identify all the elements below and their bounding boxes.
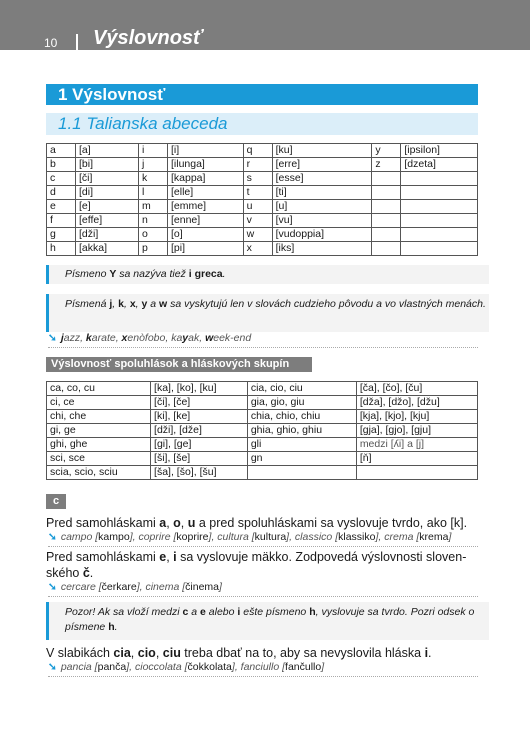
table-row (47, 144, 478, 158)
table-row (47, 228, 478, 242)
section-title: 1.1 Talianska abeceda (58, 114, 228, 133)
example-word: classico (294, 531, 333, 543)
letter-group: ghi, ghe (47, 438, 151, 452)
page-number: 10 (44, 36, 58, 50)
alphabet-pronunciation: [vu] (272, 214, 372, 228)
group-pronunciation: [gja], [gjo], [gju] (356, 424, 477, 438)
letter-group: gn (247, 452, 356, 466)
alphabet-pronunciation: [emme] (167, 200, 243, 214)
group-pronunciation: [ši], [še] (151, 452, 248, 466)
example-pronunciation: fančullo (285, 661, 322, 673)
header-separator (76, 34, 78, 51)
group-pronunciation: [kja], [kjo], [kju] (356, 410, 477, 424)
example-text: , (80, 332, 86, 344)
alphabet-pronunciation: [bi] (76, 158, 139, 172)
group-pronunciation: [ša], [šo], [šu] (151, 466, 248, 480)
example-pronunciation: kultura (254, 531, 287, 543)
consonant-groups-table (46, 381, 478, 480)
alphabet-letter: o (138, 228, 167, 242)
alphabet-letter: w (243, 228, 272, 242)
example-pronunciation: kampo (98, 531, 130, 543)
alphabet-letter (372, 228, 401, 242)
alphabet-letter: v (243, 214, 272, 228)
alphabet-letter (372, 214, 401, 228)
group-pronunciation (356, 466, 477, 480)
running-title: Výslovnosť (93, 27, 203, 49)
letter-group: ghia, ghio, ghiu (247, 424, 356, 438)
alphabet-pronunciation: [dzeta] (401, 158, 478, 172)
letter-group: chia, chio, chiu (247, 410, 356, 424)
alphabet-letter: z (372, 158, 401, 172)
alphabet-letter: b (47, 158, 76, 172)
alphabet-pronunciation: [ti] (272, 186, 372, 200)
table-row (47, 186, 478, 200)
paragraph-c-soft: Pred samohláskami e, i sa vyslovuje mäkko. Zodpovedá výslovnosti sloven-ského č. (46, 550, 467, 580)
alphabet-letter: p (138, 242, 167, 256)
table-row (47, 158, 478, 172)
example-word: cinema (145, 581, 180, 593)
alphabet-pronunciation: [akka] (76, 242, 139, 256)
example-word: crema (384, 531, 414, 543)
group-pronunciation: [ča], [čo], [ču] (356, 382, 477, 396)
table-row (47, 410, 478, 424)
table-row (47, 424, 478, 438)
alphabet-letter: i (138, 144, 167, 158)
table-row (47, 396, 478, 410)
letter-group: gi, ge (47, 424, 151, 438)
alphabet-pronunciation: [či] (76, 172, 139, 186)
example-text: , ka (165, 332, 183, 344)
group-pronunciation: [dži], [dže] (151, 424, 248, 438)
alphabet-pronunciation: [o] (167, 228, 243, 242)
arrow-icon: ➘ (48, 531, 57, 543)
table-row (47, 438, 478, 452)
alphabet-pronunciation: [a] (76, 144, 139, 158)
group-pronunciation: [gi], [ge] (151, 438, 248, 452)
letter-group: gia, gio, giu (247, 396, 356, 410)
letter-group (247, 466, 356, 480)
example-text: ak (188, 332, 200, 344)
group-pronunciation: [ki], [ke] (151, 410, 248, 424)
example-letter: w (205, 332, 214, 344)
example-pronunciation: panča (97, 661, 127, 673)
alphabet-pronunciation (401, 186, 478, 200)
note-foreign-letters: Písmená j, k, x, y a w sa vyskytujú len v slovách cudzieho pôvodu a vo vlastných menách. (46, 294, 489, 332)
paragraph-cia-cio-ciu: V slabikách cia, cio, ciu treba dbať na to, aby sa nevyslovila hláska i. (46, 646, 432, 660)
example-pronunciation: čerkare (101, 581, 137, 593)
example-text: enòfobo (127, 332, 166, 344)
alphabet-letter: m (138, 200, 167, 214)
alphabet-letter: t (243, 186, 272, 200)
example-text: arate (91, 332, 116, 344)
alphabet-pronunciation: [erre] (272, 158, 372, 172)
alphabet-pronunciation: [ku] (272, 144, 372, 158)
alphabet-letter: d (47, 186, 76, 200)
letter-group: sci, sce (47, 452, 151, 466)
page-header-bar (0, 0, 530, 50)
example-letter: x (121, 332, 128, 344)
alphabet-letter (372, 200, 401, 214)
note-y-greca: Písmeno Y sa nazýva tiež i greca. (46, 265, 489, 284)
table-row (47, 200, 478, 214)
group-pronunciation: [ka], [ko], [ku] (151, 382, 248, 396)
alphabet-letter: f (47, 214, 76, 228)
alphabet-letter: r (243, 158, 272, 172)
letter-group: ci, ce (47, 396, 151, 410)
alphabet-letter: x (243, 242, 272, 256)
alphabet-letter: c (47, 172, 76, 186)
alphabet-letter (372, 242, 401, 256)
alphabet-pronunciation: [dži] (76, 228, 139, 242)
letter-group: ca, co, cu (47, 382, 151, 396)
alphabet-letter: y (372, 144, 401, 158)
alphabet-pronunciation: [esse] (272, 172, 372, 186)
example-word: cercare (60, 581, 96, 593)
alphabet-table (46, 143, 478, 256)
table-row (47, 172, 478, 186)
example-pronunciation: krema (419, 531, 449, 543)
example-text: , (199, 332, 206, 344)
example-word: pancia (60, 661, 92, 673)
example-cia-cio-ciu: ➘ pancia [panča], cioccolata [čokkolata], fanciullo [fančullo] (48, 661, 478, 677)
example-text: eek-end (213, 332, 252, 344)
example-word: cioccolata (134, 661, 182, 673)
alphabet-pronunciation: [effe] (76, 214, 139, 228)
alphabet-letter: a (47, 144, 76, 158)
letter-group: chi, che (47, 410, 151, 424)
table-row (47, 214, 478, 228)
chapter-title: 1 Výslovnosť (58, 85, 166, 104)
table-row (47, 382, 478, 396)
alphabet-pronunciation: [di] (76, 186, 139, 200)
example-word: cultura (217, 531, 249, 543)
arrow-icon: ➘ (48, 661, 57, 673)
example-c-soft: ➘ cercare [čerkare], cinema [činema] (48, 581, 478, 597)
alphabet-pronunciation: [pi] (167, 242, 243, 256)
alphabet-pronunciation (401, 214, 478, 228)
example-pronunciation: klassiko (338, 531, 376, 543)
paragraph-c-hard: Pred samohláskami a, o, u a pred spoluhláskami sa vyslovuje tvrdo, ako [k]. (46, 516, 468, 530)
example-foreign-words (48, 332, 478, 348)
example-word: campo (60, 531, 93, 543)
alphabet-pronunciation (401, 242, 478, 256)
alphabet-pronunciation: [enne] (167, 214, 243, 228)
alphabet-pronunciation: [iks] (272, 242, 372, 256)
example-letter: j (60, 332, 64, 344)
table-row (47, 242, 478, 256)
alphabet-pronunciation: [ipsilon] (401, 144, 478, 158)
note-ch-hard: Pozor! Ak sa vloží medzi c a e alebo i ešte písmeno h, vyslovuje sa tvrdo. Pozri odsek o písmene h. (46, 602, 489, 640)
alphabet-pronunciation: [i] (167, 144, 243, 158)
alphabet-pronunciation: [ilunga] (167, 158, 243, 172)
alphabet-pronunciation: [kappa] (167, 172, 243, 186)
alphabet-pronunciation: [u] (272, 200, 372, 214)
example-word: coprire (138, 531, 171, 543)
group-pronunciation: [či], [če] (151, 396, 248, 410)
alphabet-letter (372, 186, 401, 200)
alphabet-pronunciation: [elle] (167, 186, 243, 200)
alphabet-letter (372, 172, 401, 186)
alphabet-pronunciation: [vudoppia] (272, 228, 372, 242)
example-text: azz (63, 332, 81, 344)
alphabet-letter: n (138, 214, 167, 228)
alphabet-letter: q (243, 144, 272, 158)
alphabet-pronunciation (401, 228, 478, 242)
alphabet-letter: k (138, 172, 167, 186)
example-pronunciation: činema (185, 581, 220, 593)
alphabet-pronunciation: [e] (76, 200, 139, 214)
alphabet-letter: u (243, 200, 272, 214)
example-text: , (115, 332, 122, 344)
alphabet-letter: e (47, 200, 76, 214)
example-word: fanciullo (240, 661, 280, 673)
example-pronunciation: čokkolata (187, 661, 232, 673)
letter-group: gli (247, 438, 356, 452)
alphabet-letter: h (47, 242, 76, 256)
table-row (47, 466, 478, 480)
example-c-hard: ➘ campo [kampo], coprire [koprire], cultura [kultura], classico [klassiko], crema [krema] (48, 531, 478, 547)
alphabet-pronunciation (401, 200, 478, 214)
alphabet-letter: s (243, 172, 272, 186)
alphabet-letter: j (138, 158, 167, 172)
alphabet-pronunciation (401, 172, 478, 186)
alphabet-letter: g (47, 228, 76, 242)
letter-group: scia, scio, sciu (47, 466, 151, 480)
groups-heading: Výslovnosť spoluhlások a hláskových skupín (46, 357, 312, 372)
example-pronunciation: koprire (176, 531, 209, 543)
example-letter: y (182, 332, 189, 344)
group-pronunciation: [ň] (356, 452, 477, 466)
example-letter: k (85, 332, 92, 344)
group-pronunciation: medzi [ʎi] a [j] (356, 438, 477, 452)
letter-c-heading: c (46, 494, 66, 509)
table-row (47, 452, 478, 466)
alphabet-letter: l (138, 186, 167, 200)
letter-group: cia, cio, ciu (247, 382, 356, 396)
group-pronunciation: [dža], [džo], [džu] (356, 396, 477, 410)
arrow-icon: ➘ (48, 581, 57, 593)
arrow-icon: ➘ (48, 332, 57, 344)
